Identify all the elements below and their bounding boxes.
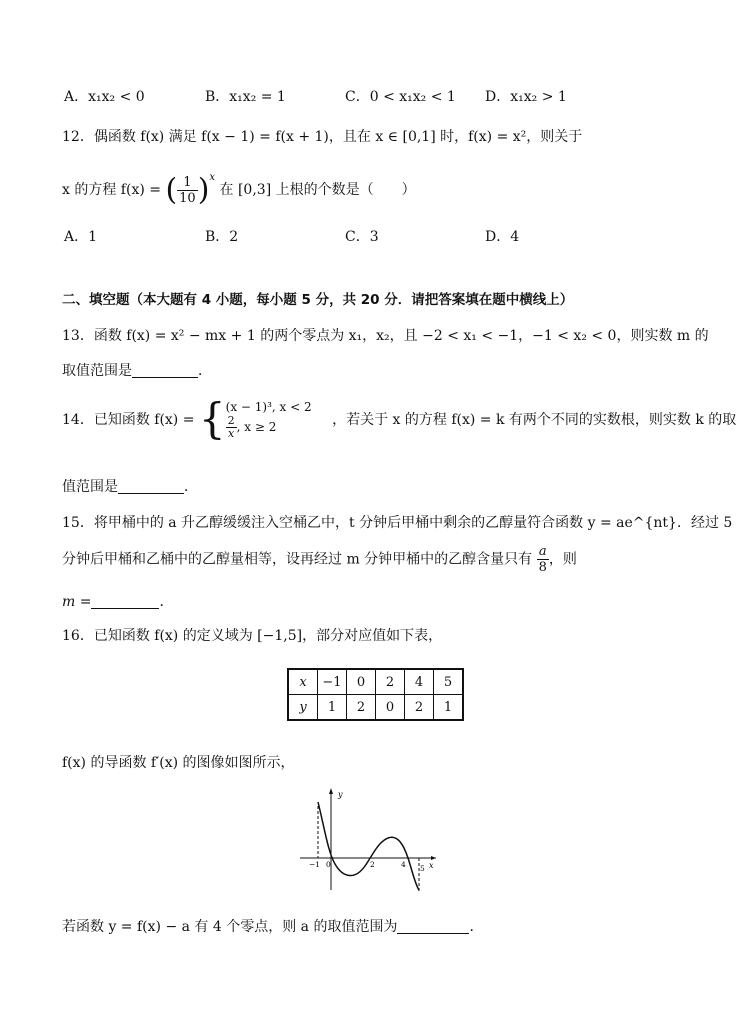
q12-exponent: x — [209, 172, 216, 183]
q14-post: ，若关于 x 的方程 f(x) = k 有两个不同的实数根，则实数 k 的取 — [332, 412, 737, 428]
q14-piece1: (x − 1)³, x < 2 — [225, 399, 312, 414]
derivative-graph — [298, 786, 438, 896]
q14-line1 — [62, 394, 737, 443]
q14-brace: { — [198, 394, 226, 443]
q14-piece2-cond: , x ≥ 2 — [236, 419, 277, 434]
q14-end: ． — [184, 479, 198, 495]
q14-piece2-frac — [226, 415, 237, 440]
q12-option-c: C．3 — [345, 229, 379, 245]
q15-frac-den: 8 — [538, 560, 547, 575]
q15-fraction — [537, 544, 549, 575]
q11-option-b: B．x₁x₂ = 1 — [205, 89, 286, 105]
q12-line2 — [62, 172, 416, 208]
q15-line2 — [62, 544, 577, 575]
q13-line2-text: 取值范围是 — [62, 363, 132, 379]
table-cell: 2 — [405, 695, 434, 721]
q12-fraction — [177, 175, 198, 206]
table-cell: 5 — [434, 669, 464, 695]
q15-line2-text: 分钟后甲桶和乙桶中的乙醇量相等，设再经过 m 分钟甲桶中的乙醇含量只有 — [62, 551, 533, 568]
tick-label: 2 — [370, 860, 375, 869]
q13-answer-blank — [132, 363, 198, 378]
q16-line2: f(x) 的导函数 f′(x) 的图像如图所示， — [62, 755, 295, 771]
y-axis-arrow — [329, 788, 333, 794]
q12-line2-post: 在 [0,3] 上根的个数是（ ） — [219, 182, 416, 198]
q15-answer-blank — [91, 594, 159, 609]
q16-line1: 16．已知函数 f(x) 的定义域为 [−1,5]，部分对应值如下表， — [62, 628, 443, 644]
tick-label: 5 — [420, 864, 425, 873]
q13-line2 — [62, 360, 212, 380]
q14-piece2-den: x — [228, 426, 235, 440]
q16-line3 — [62, 916, 483, 936]
table-cell: 1 — [318, 695, 347, 721]
table-cell: 4 — [405, 669, 434, 695]
q14-piece2-num: 2 — [227, 413, 235, 427]
q12-option-a: A．1 — [64, 229, 98, 245]
q14-line2-text: 值范围是 — [62, 479, 118, 495]
table-cell: 0 — [376, 695, 405, 721]
table-cell: x — [288, 669, 318, 695]
x-axis-arrow — [431, 856, 436, 860]
left-paren: ( — [165, 172, 178, 208]
y-label: y — [338, 790, 343, 799]
q12-frac-den: 10 — [179, 190, 196, 206]
table-row — [288, 669, 463, 695]
q14-answer-blank — [118, 479, 184, 494]
q15-end: ． — [159, 594, 174, 610]
q12-line2-pre: x 的方程 f(x) = — [62, 182, 166, 198]
q14-pre: 14．已知函数 f(x) = — [62, 412, 199, 428]
q14-piecewise — [226, 399, 312, 440]
q15-line2-end: ，则 — [548, 551, 577, 568]
table-row — [288, 695, 463, 721]
table-cell: 1 — [434, 695, 464, 721]
q15-frac-num: a — [537, 544, 549, 560]
tick-label: 4 — [401, 860, 406, 869]
q13-line1: 13．函数 f(x) = x² − mx + 1 的两个零点为 x₁，x₂，且 −2 < x₁ < −1，−1 < x₂ < 0，则实数 m 的 — [62, 328, 709, 344]
q12-option-d: D．4 — [485, 229, 520, 245]
table-cell: 2 — [376, 669, 405, 695]
q14-line2 — [62, 476, 198, 496]
section-heading: 二、填空题（本大题有 4 小题，每小题 5 分，共 20 分．请把答案填在题中横线上） — [62, 292, 574, 308]
tick-label: −1 — [309, 860, 321, 869]
right-paren: ) — [197, 172, 210, 208]
q16-line3-text: 若函数 y = f(x) − a 有 4 个零点，则 a 的取值范围为 — [62, 919, 398, 935]
q11-option-c: C．0 < x₁x₂ < 1 — [345, 89, 456, 105]
q12-line1: 12．偶函数 f(x) 满足 f(x − 1) = f(x + 1)，且在 x ∈ [0,1] 时，f(x) = x²，则关于 — [62, 129, 583, 145]
table-cell: y — [288, 695, 318, 721]
q11-option-a: A．x₁x₂ < 0 — [64, 89, 145, 105]
q14-piece2 — [226, 415, 312, 440]
table-cell: 2 — [347, 695, 376, 721]
q15-line3-text: m = — [62, 594, 92, 610]
q16-end: ． — [469, 919, 484, 935]
derivative-curve — [318, 802, 419, 890]
q13-end: ． — [198, 363, 212, 379]
q15-line3 — [62, 591, 173, 611]
table-cell: 0 — [347, 669, 376, 695]
value-table — [287, 668, 464, 721]
tick-label: 0 — [326, 860, 331, 869]
q11-option-d: D．x₁x₂ > 1 — [485, 89, 567, 105]
table-cell: −1 — [318, 669, 347, 695]
q15-line1: 15．将甲桶中的 a 升乙醇缓缓注入空桶乙中，t 分钟后甲桶中剩余的乙醇量符合函数 y = ae^{nt}．经过 5 — [62, 515, 733, 531]
q16-answer-blank — [397, 919, 469, 934]
q12-option-b: B．2 — [205, 229, 239, 245]
x-label: x — [429, 861, 434, 870]
q12-frac-num: 1 — [177, 175, 198, 191]
